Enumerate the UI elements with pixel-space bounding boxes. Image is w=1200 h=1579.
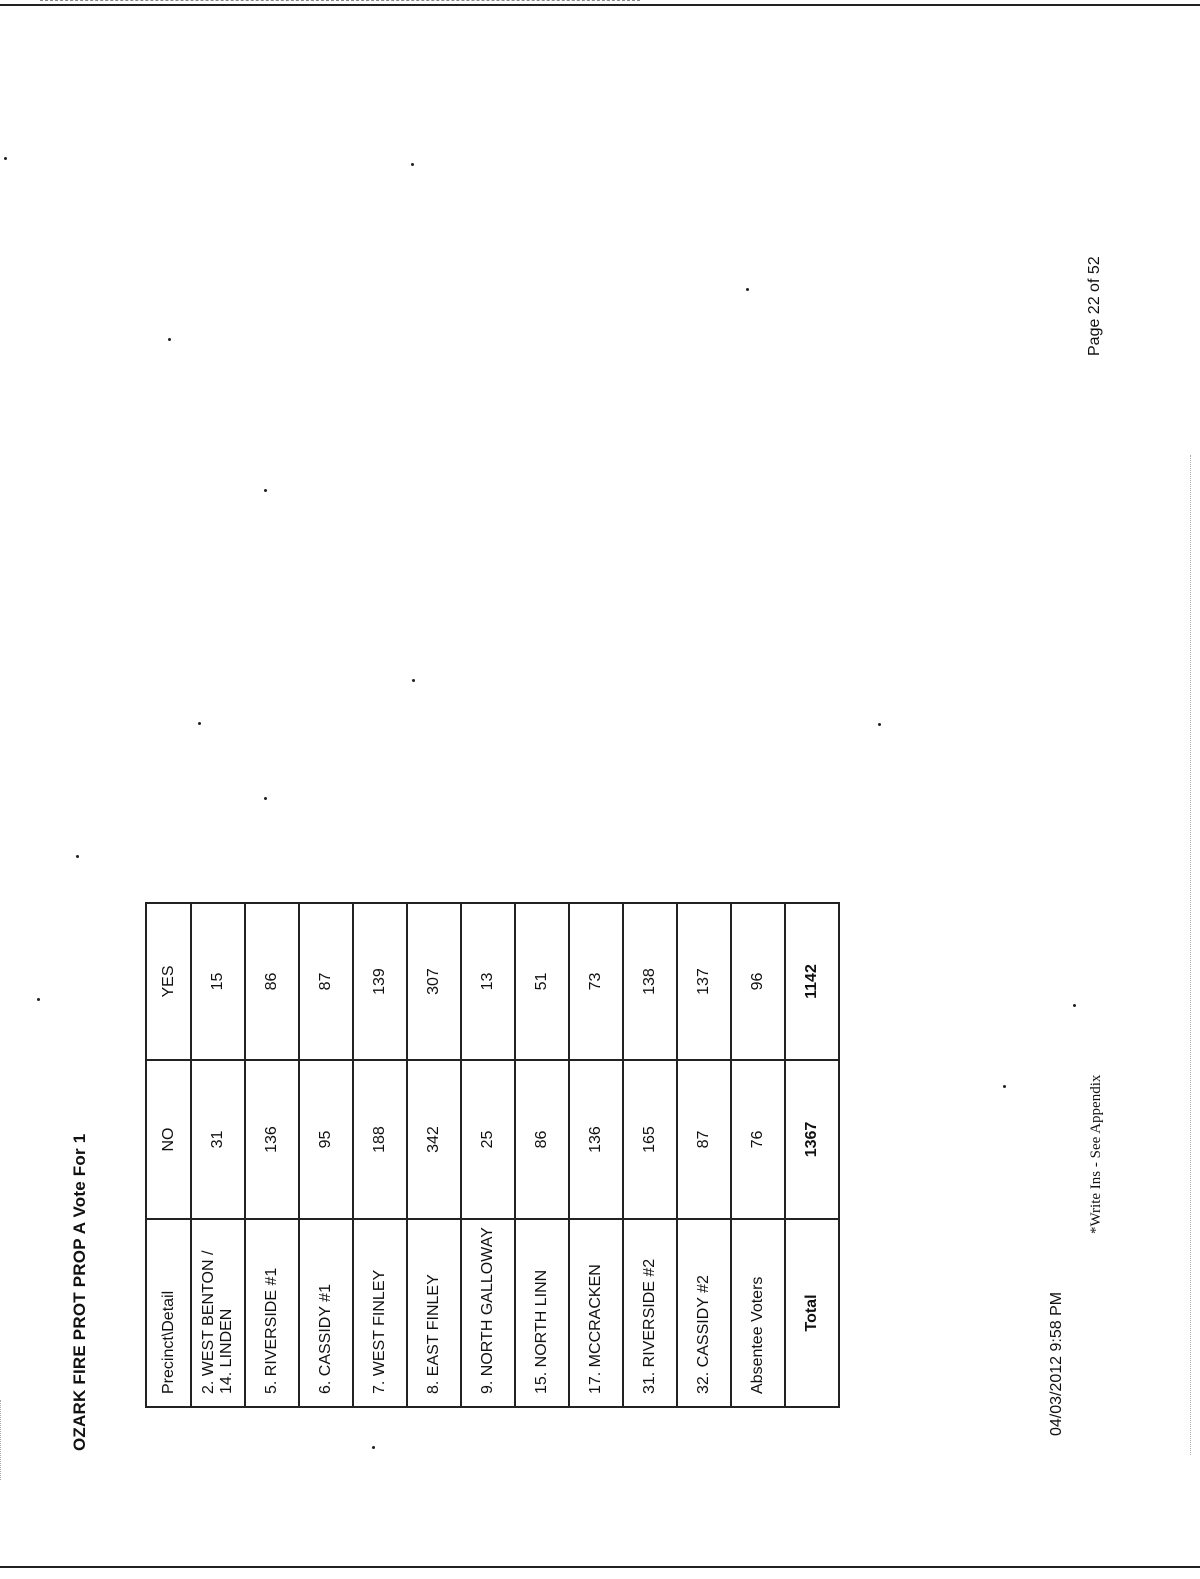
cell-precinct: 15. NORTH LINN: [515, 1219, 569, 1407]
cell-no: 25: [461, 1060, 515, 1219]
cell-yes: 307: [407, 903, 461, 1060]
results-table: [145, 902, 840, 1408]
table-row: [569, 903, 623, 1407]
table-row: [245, 903, 299, 1407]
table-row: [353, 903, 407, 1407]
cell-precinct: 31. RIVERSIDE #2: [623, 1219, 677, 1407]
cell-yes: 138: [623, 903, 677, 1060]
column-header-yes: YES: [146, 903, 191, 1060]
table-header-row: [146, 903, 191, 1407]
cell-no: 86: [515, 1060, 569, 1219]
table-row: [515, 903, 569, 1407]
column-header-precinct: Precinct\Detail: [146, 1219, 191, 1407]
cell-yes: 51: [515, 903, 569, 1060]
cell-no: 136: [245, 1060, 299, 1219]
cell-precinct: 2. WEST BENTON / 14. LINDEN: [191, 1219, 245, 1407]
total-label: Total: [785, 1219, 839, 1407]
cell-precinct: 9. NORTH GALLOWAY: [461, 1219, 515, 1407]
cell-no: 342: [407, 1060, 461, 1219]
cell-yes: 13: [461, 903, 515, 1060]
cell-no: 76: [731, 1060, 785, 1219]
cell-yes: 86: [245, 903, 299, 1060]
cell-yes: 73: [569, 903, 623, 1060]
cell-precinct: 5. RIVERSIDE #1: [245, 1219, 299, 1407]
report-timestamp: 04/03/2012 9:58 PM: [1048, 1291, 1065, 1436]
cell-precinct: 17. MCCRACKEN: [569, 1219, 623, 1407]
cell-yes: 87: [299, 903, 353, 1060]
cell-precinct: 6. CASSIDY #1: [299, 1219, 353, 1407]
table-row: [299, 903, 353, 1407]
cell-precinct: 32. CASSIDY #2: [677, 1219, 731, 1407]
cell-precinct: 8. EAST FINLEY: [407, 1219, 461, 1407]
cell-precinct: Absentee Voters: [731, 1219, 785, 1407]
cell-no: 188: [353, 1060, 407, 1219]
table-row: [407, 903, 461, 1407]
column-header-no: NO: [146, 1060, 191, 1219]
table-row: [191, 903, 245, 1407]
cell-yes: 96: [731, 903, 785, 1060]
cell-precinct: 7. WEST FINLEY: [353, 1219, 407, 1407]
cell-no: 136: [569, 1060, 623, 1219]
page-number: Page 22 of 52: [1086, 256, 1103, 356]
cell-no: 87: [677, 1060, 731, 1219]
report-title: OZARK FIRE PROT PROP A Vote For 1: [70, 1133, 89, 1451]
total-no: 1367: [785, 1060, 839, 1219]
cell-yes: 139: [353, 903, 407, 1060]
table-row: [731, 903, 785, 1407]
table-row: [461, 903, 515, 1407]
total-yes: 1142: [785, 903, 839, 1060]
total-row: [785, 903, 839, 1407]
cell-yes: 15: [191, 903, 245, 1060]
cell-no: 165: [623, 1060, 677, 1219]
cell-yes: 137: [677, 903, 731, 1060]
table-row: [623, 903, 677, 1407]
write-ins-note: *Write Ins - See Appendix: [1088, 1074, 1104, 1234]
table-row: [677, 903, 731, 1407]
cell-no: 95: [299, 1060, 353, 1219]
cell-no: 31: [191, 1060, 245, 1219]
